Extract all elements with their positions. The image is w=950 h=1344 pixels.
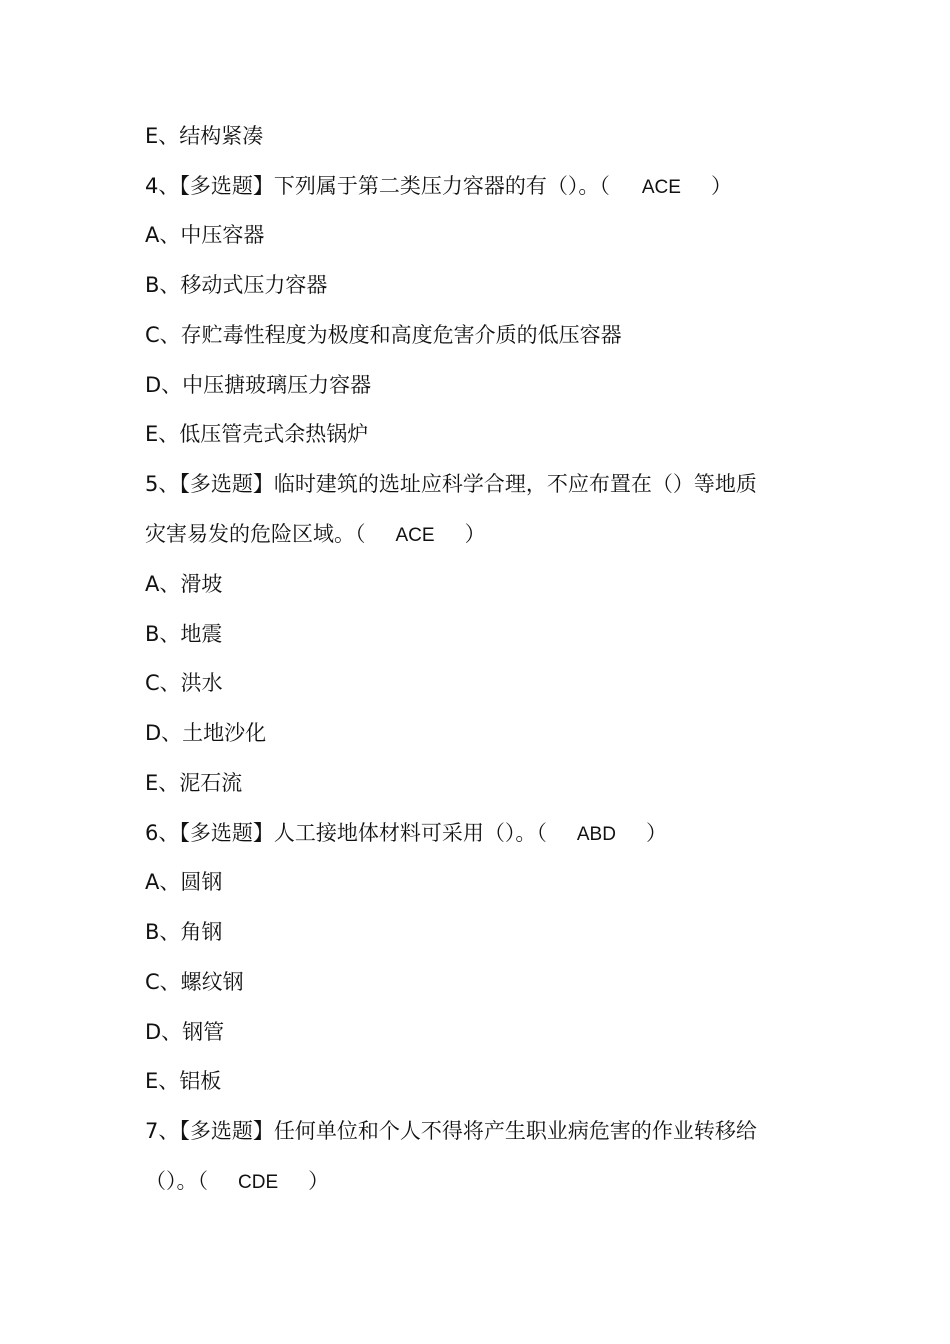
q6-option-b: B、角钢 [145,920,223,944]
q4-answer-close: ） [710,174,732,198]
q4-option-d: D、中压搪玻璃压力容器 [145,373,372,397]
q6-option-d: D、钢管 [145,1020,225,1044]
q4-number-type: 4、【多选题】 [145,174,274,198]
q5-answer: ACE [395,525,435,546]
q4-stem-text: 下列属于第二类压力容器的有（）。（ [273,174,610,198]
q4-option-c: C、存贮毒性程度为极度和高度危害介质的低压容器 [145,323,622,347]
q5-option-e: E、泥石流 [145,771,243,795]
q6-answer: ABD [576,824,616,845]
q5-option-a: A、滑坡 [145,572,223,596]
q7-stem-line1 [145,1116,825,1146]
q5-stem-line1 [145,469,825,499]
q6-stem-text: 人工接地体材料可采用（）。（ [273,821,547,845]
q4-option-b: B、移动式压力容器 [145,273,328,297]
q6-number-type: 6、【多选题】 [145,821,274,845]
q5-answer-close: ） [464,522,486,546]
q7-stem-line2 [145,1166,825,1196]
q4-option-e: E、低压管壳式余热锅炉 [145,422,369,446]
q7-answer: CDE [238,1172,279,1193]
q7-stem-text-1: 任何单位和个人不得将产生职业病危害的作业转移给 [273,1119,757,1143]
q6-answer-close: ） [645,821,667,845]
q5-stem-text-1: 临时建筑的选址应科学合理，不应布置在（）等地质 [273,472,757,496]
q5-number-type: 5、【多选题】 [145,472,274,496]
q6-stem [145,818,825,848]
q6-option-c: C、螺纹钢 [145,970,244,994]
q5-stem-line2 [145,519,825,549]
q5-option-b: B、地震 [145,622,223,646]
q3-option-e: E、结构紧凑 [145,124,264,148]
q7-number-type: 7、【多选题】 [145,1119,274,1143]
q7-stem-text-2: （）。（ [145,1169,208,1193]
q5-option-c: C、洪水 [145,671,223,695]
q4-stem [145,171,825,201]
q7-answer-close: ） [308,1169,330,1193]
q6-option-e: E、铝板 [145,1069,222,1093]
q4-answer: ACE [641,177,681,198]
q6-option-a: A、圆钢 [145,870,223,894]
q5-stem-text-2: 灾害易发的危险区域。（ [145,522,366,546]
q4-option-a: A、中压容器 [145,223,265,247]
q5-option-d: D、土地沙化 [145,721,267,745]
